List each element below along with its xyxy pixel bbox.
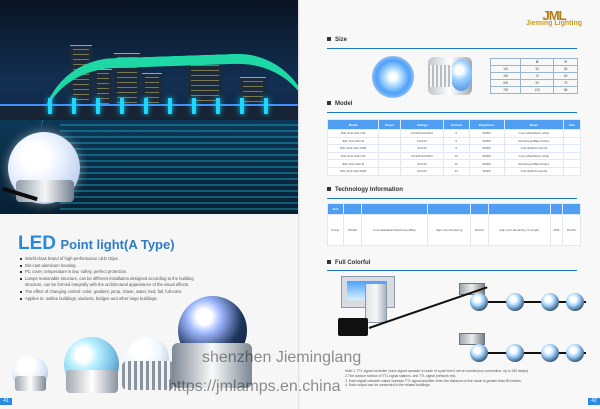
size-table-cell: 70	[521, 73, 554, 80]
watermark-line-2: https://jmlamps.en.china	[168, 378, 341, 395]
model-table-header: Size	[564, 120, 581, 130]
technology-table-cell: 1W/3W	[343, 215, 361, 246]
model-table-cell	[379, 160, 401, 168]
size-table-cell: H	[554, 59, 578, 66]
technology-table-cell: DC24V	[563, 215, 581, 246]
product-base-blue	[66, 370, 118, 393]
section-rule	[327, 270, 577, 271]
bridge-light-mark	[144, 98, 148, 114]
title-led: LED	[18, 233, 56, 254]
technology-table	[327, 203, 581, 246]
title-point-light-a-type: Point light(A Type)	[60, 237, 175, 252]
model-table-cell: SMD5	[469, 130, 504, 138]
main-point-light-base	[16, 180, 74, 202]
bridge-deck	[0, 104, 300, 120]
section-rule	[327, 198, 577, 199]
model-table-cell	[379, 130, 401, 138]
model-table-header: Model	[328, 120, 379, 130]
feature-item: The effect of changing control: color, gradient, jump, chase, water, bed, fall, full-color.	[20, 289, 200, 296]
led-node-image	[566, 344, 584, 362]
bridge-light-mark	[216, 98, 220, 114]
technology-table-cell: High color Rendering, Cool light	[488, 215, 550, 246]
model-table-cell: DC24V	[401, 137, 443, 145]
size-table-cell: 58	[554, 66, 578, 73]
size-side-view-image	[428, 57, 472, 95]
size-table-cell: 5W	[491, 80, 521, 87]
model-table-cell: 12	[443, 152, 469, 160]
size-table-cell: 90	[521, 80, 554, 87]
size-table-cell: 3W	[491, 73, 521, 80]
size-table-cell: 120	[521, 87, 554, 94]
model-table-cell: Cool white/Warm white	[504, 130, 564, 138]
model-table-cell: DC24V/AC220V	[401, 152, 443, 160]
led-node-image	[470, 293, 488, 311]
feature-item: Die-cast aluminum housing.	[20, 263, 200, 270]
technology-table-header	[471, 204, 489, 215]
feature-list	[20, 256, 200, 302]
model-table-cell: JML-XLD-A02-RGB	[328, 167, 379, 175]
technology-table-cell: IP66	[550, 215, 563, 246]
size-front-view-image	[372, 56, 414, 98]
led-node-image	[506, 344, 524, 362]
note-line: 3. Each signal cascade output increase TTL signal amplifier when the distance of fine mode is greater than 80 meters.	[345, 378, 522, 383]
led-node-image	[566, 293, 584, 311]
size-table	[490, 58, 578, 94]
model-table-cell	[379, 152, 401, 160]
bridge-light-mark	[72, 98, 76, 114]
model-table	[327, 119, 581, 176]
controller-box-icon	[338, 318, 368, 336]
model-table-cell: 6	[443, 130, 469, 138]
model-table-cell: 12	[443, 160, 469, 168]
model-table-cell: JML-XLD-A01-RGB	[328, 145, 379, 153]
computer-tower-icon	[365, 283, 387, 323]
product-title	[18, 233, 175, 255]
model-table-cell: Cool white/Warm white	[504, 152, 564, 160]
technology-table-header	[343, 204, 361, 215]
technology-table-header: Item	[328, 204, 344, 215]
technology-table-cell: High color Rendering	[428, 215, 471, 246]
section-rule	[327, 112, 577, 113]
model-table-cell: SMD5	[469, 160, 504, 168]
size-table-cell: 7W	[491, 87, 521, 94]
model-table-cell: 6	[443, 145, 469, 153]
logo-subtext: Jieming Lighting	[526, 20, 582, 27]
size-table-cell: 88	[554, 87, 578, 94]
led-node-image	[470, 344, 488, 362]
brand-logo	[526, 8, 582, 28]
led-node-image	[541, 344, 559, 362]
model-table-cell: JML-XLD-A01-R	[328, 137, 379, 145]
note-line: 4. Each output can be connected to the related buildings.	[345, 383, 431, 388]
model-table-cell	[564, 160, 581, 168]
technology-table-cell: Cool white/Red/Yellow/Green/Blue	[361, 215, 428, 246]
model-table-cell: JML-XLD-A01-CW	[328, 130, 379, 138]
switching-power-supply-image	[459, 333, 485, 345]
model-table-cell	[564, 152, 581, 160]
watermark-line-1: shenzhen Jieminglang	[202, 349, 362, 366]
size-table-cell: Ø	[521, 59, 554, 66]
model-table-cell	[379, 145, 401, 153]
model-table-header: Brightness	[469, 120, 504, 130]
technology-table-header	[550, 204, 563, 215]
full-colorful-section-heading: Full Colorful	[327, 260, 370, 266]
model-table-cell: DC24V/AC220V	[401, 130, 443, 138]
model-table-cell: SMD5	[469, 145, 504, 153]
product-base-ribbed	[122, 361, 174, 390]
model-table-cell: JML-XLD-A02-CW	[328, 152, 379, 160]
model-table-cell	[564, 130, 581, 138]
technology-table-cell: DC24V	[471, 215, 489, 246]
model-table-cell: SMD5	[469, 152, 504, 160]
size-table-cell: 75	[554, 80, 578, 87]
size-table-cell: 65	[554, 73, 578, 80]
led-node-image	[506, 293, 524, 311]
model-table-cell: JML-XLD-A02-R	[328, 160, 379, 168]
installation-notes	[345, 369, 580, 388]
light-reflection	[60, 124, 300, 210]
section-rule	[327, 48, 577, 49]
bridge-light-mark	[264, 98, 268, 114]
model-table-cell: Colorful/Full colorful	[504, 167, 564, 175]
logo-mark: JML	[542, 8, 566, 23]
model-table-cell: Colorful/Full colorful	[504, 145, 564, 153]
product-base-small	[15, 376, 46, 391]
model-table-cell: SMD5	[469, 167, 504, 175]
technology-section-heading: Technology Information	[327, 187, 403, 193]
model-table-cell: Red/Green/Blue/Yellow	[504, 137, 564, 145]
model-table-cell	[379, 167, 401, 175]
feature-item: Lamps reasonable structure, can be different installation designed according to the building structure, can be formed integrally with the architectural appearance of the visual effects.	[20, 276, 200, 289]
model-table-cell: SMD5	[469, 137, 504, 145]
model-table-cell	[564, 145, 581, 153]
model-table-cell: 12	[443, 167, 469, 175]
bridge-light-mark	[168, 98, 172, 114]
model-table-cell: DC24V	[401, 160, 443, 168]
note-line: 2.The outdoor section of TTL signal stations, and TTL signal (network etc).	[345, 373, 457, 378]
model-table-cell	[564, 137, 581, 145]
technology-table-cell: Power	[328, 215, 344, 246]
feature-item: Applies to: outline buildings, viaducts, bridges and other large buildings.	[20, 296, 200, 303]
technology-table-header	[563, 204, 581, 215]
bridge-light-mark	[96, 98, 100, 114]
feature-item: PC cover, temperature is low, safety, perfect protection.	[20, 269, 200, 276]
model-section-heading: Model	[327, 101, 352, 107]
technology-table-header	[361, 204, 428, 215]
left-page-number: 41	[0, 398, 12, 405]
model-table-header: Current	[443, 120, 469, 130]
model-table-cell	[379, 137, 401, 145]
bridge-light-mark	[120, 98, 124, 114]
technology-table-header	[428, 204, 471, 215]
night-bridge-photo	[0, 0, 300, 214]
model-table-header: Voltage	[401, 120, 443, 130]
model-table-cell: 6	[443, 137, 469, 145]
model-table-header: Beam	[504, 120, 564, 130]
size-table-cell: 1W	[491, 66, 521, 73]
model-table-cell: DC24V	[401, 145, 443, 153]
model-table-cell	[564, 167, 581, 175]
model-table-header: Power	[379, 120, 401, 130]
bridge-light-mark	[48, 98, 52, 114]
right-page-number: 42	[588, 398, 600, 405]
model-table-cell: Red/Green/Blue/Yellow	[504, 160, 564, 168]
size-section-heading: Size	[327, 37, 347, 43]
bridge-light-mark	[240, 98, 244, 114]
led-node-image	[541, 293, 559, 311]
size-table-cell: 50	[521, 66, 554, 73]
model-table-cell: DC24V	[401, 167, 443, 175]
bridge-light-mark	[192, 98, 196, 114]
size-table-cell	[491, 59, 521, 66]
technology-table-header	[488, 204, 550, 215]
note-line: Note:1. TTL signal controller (each signal cascade is made of a part line it set of counted pcs connection, up to 150 lamps).	[345, 369, 530, 373]
feature-item: World-class brand of high-performance LED chips.	[20, 256, 200, 263]
